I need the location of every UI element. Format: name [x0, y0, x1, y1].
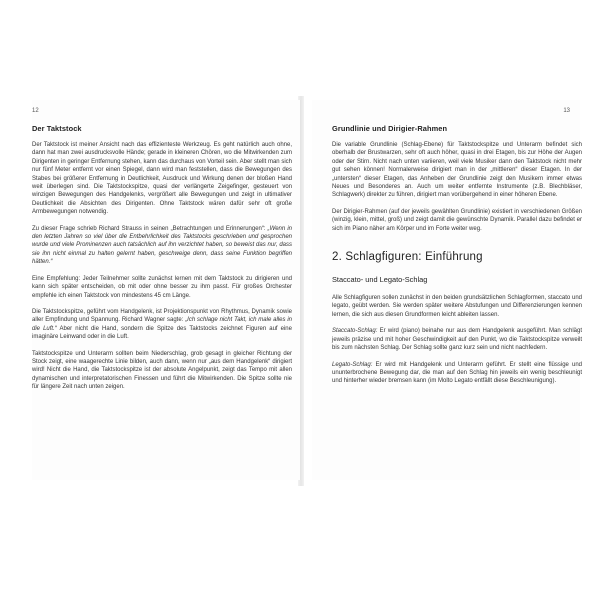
paragraph-body: Er wird (piano) beinahe nur aus dem Handgelenk ausgeführt. Man schlägt jeweils präzise und mit hoher Geschwindigkeit auf den Punkt, wo die Taktstockspitze verweilt bis zum nächsten Schlag. Der Schlag sollte ganz kurz sein und nicht nachfedern.: [332, 328, 582, 352]
subheading-staccato-legato: Staccato- und Legato-Schlag: [332, 275, 428, 285]
term-staccato: Staccato-Schlag:: [332, 328, 378, 335]
paragraph-body: Er wird mit Handgelenk und Unterarm geführt. Er stellt eine flüssige und ununterbrochene Bewegung dar, die man auf den Schlag hin jeweils ein wenig beschleunigt und hinterher wieder bremsen kann (im Molto Legato entfällt diese Beschleunigung).: [332, 361, 582, 385]
chapter-heading: 2. Schlagfiguren: Einführung: [332, 251, 483, 264]
page-number-left: 12: [32, 108, 39, 114]
left-page-content: [32, 124, 292, 400]
right-page-content: [332, 124, 582, 394]
paragraph: Der Taktstock ist meiner Ansicht nach das effizienteste Werkzeug. Es geht natürlich auch ohne, dann hat man zwei ausdrucksvolle Hände; gerade in kleineren Chören, wo die Mitwirkenden zum Dirigenten in geringer Entfernung stehen, kann das durchaus von Vorteil sein. Aber stellt man sich nur fünf Meter entfernt vor einen Spiegel, dann wird man feststellen, dass die Bewegungen des Stabes bei größerer Entfernung in Deutlichkeit, Ausdruck und Wirkung denen der bloßen Hand weit überlegen sind. Die Taktstockspitze, quasi der verlängerte Zeigefinger, gesteuert von winzigen Bewegungen des Handgelenks, vergrößert alle Bewegungen und zeigt in ultimativer Deutlichkeit die Absichten des Dirigenten. Ohne Taktstock wären dafür sehr oft große Armbewegungen notwendig.: [32, 142, 292, 216]
page-number-right: 13: [563, 108, 570, 114]
paragraph: Eine Empfehlung: Jeder Teilnehmer sollte zunächst lernen mit dem Taktstock zu dirigieren und kann sich später entscheiden, ob mit oder ohne besser zu ihm passt. Für großes Orchester empfehle ich einen Taktstock von mindestens 45 cm Länge.: [32, 275, 292, 299]
paragraph-legato: [332, 361, 582, 386]
section-heading-taktstock: Der Taktstock: [32, 124, 82, 133]
quote-wagner: „Ich schlage nicht Takt, ich male alles in die Luft.“: [32, 317, 292, 332]
section-heading-grundlinie: Grundlinie und Dirigier-Rahmen: [332, 124, 448, 133]
paragraph-tail: Aber nicht die Hand, sondern die Spitze des Taktstocks zeichnet Figuren auf eine imaginäre Leinwand oder in die Luft.: [32, 325, 292, 341]
paragraph: Taktstockspitze und Unterarm sollten beim Niederschlag, grob gesagt in gleicher Richtung der Stock zeigt, eine waagerechte Linie bilden, auch dann, wenn nur „aus dem Handgelenk“ dirigiert wird! Nicht die Hand, die Taktstockspitze ist der absolute Angelpunkt, zeigt das Tempo mit allen dynamischen und interpretatorischen Finessen und führt die Mitwirkenden. Die Spitze sollte nie für längere Zeit nach unten zeigen.: [32, 350, 292, 391]
left-page: [32, 100, 301, 480]
paragraph-lead: Zu dieser Frage schrieb Richard Strauss in seinen „Betrachtungen und Erinnerungen“:: [32, 225, 268, 232]
quote-strauss: „Wenn in den letzten Jahren so viel über die Entbehrlichkeit des Taktstocks geschrieben und gesprochen wurde und viele Prominenzen auch tatsächlich auf ihn verzichtet haben, so beweist das nur, dass sie ihn nicht einmal zu halten gelernt haben, geschweige denn, dass seine Funktion begriffen hätten.“: [32, 225, 292, 266]
paragraph-quote-strauss: [32, 225, 292, 267]
paragraph: Die variable Grundlinie (Schlag-Ebene) für Taktstockspitze und Unterarm befindet sich oberhalb der Brustwarzen, sehr oft auch höher, quasi in drei Etagen, bis zur Höhe der Augen oder der Stirn. Nicht nach unten variieren, weil viele Musiker dann den Taktstock nicht mehr gut sehen können! Normalerweise dirigiert man in der „mittleren“ dieser Etagen. In der „untersten“ dieser Etagen, das Anheben der Grundlinie zeigt den Musikern immer etwas Neues und Besonderes an. Auch um weiter entfernte Instrumente (z.B. Blechbläser, Schlagwerk) direkter zu führen, dirigiert man vorübergehend in einer höheren Ebene.: [332, 142, 582, 199]
paragraph-lead: Die Taktstockspitze, geführt vom Handgelenk, ist Projektionspunkt von Rhythmus, Dynamik sowie aller Empfindung und Spannung. Richard Wagner sagte:: [32, 308, 292, 324]
term-legato: Legato-Schlag:: [332, 361, 373, 368]
paragraph: Alle Schlagfiguren sollen zunächst in den beiden grundsätzlichen Schlagformen, staccato und legato, geübt werden. Sie werden später weitere Abstufungen und Differenzierungen kennen lernen, die sich aus diesen Grundformen leicht ableiten lassen.: [332, 295, 582, 318]
right-page: [312, 100, 580, 480]
paragraph-staccato: [332, 327, 582, 352]
paragraph-quote-wagner: [32, 308, 292, 342]
paragraph: Der Dirigier-Rahmen (auf der jeweils gewählten Grundlinie) existiert in verschiedenen Größen (winzig, klein, mittel, groß) und zeigt damit die gewünschte Dynamik. Parallel dazu befindet er sich im Piano näher am Körper und im Forte weiter weg.: [332, 208, 582, 232]
